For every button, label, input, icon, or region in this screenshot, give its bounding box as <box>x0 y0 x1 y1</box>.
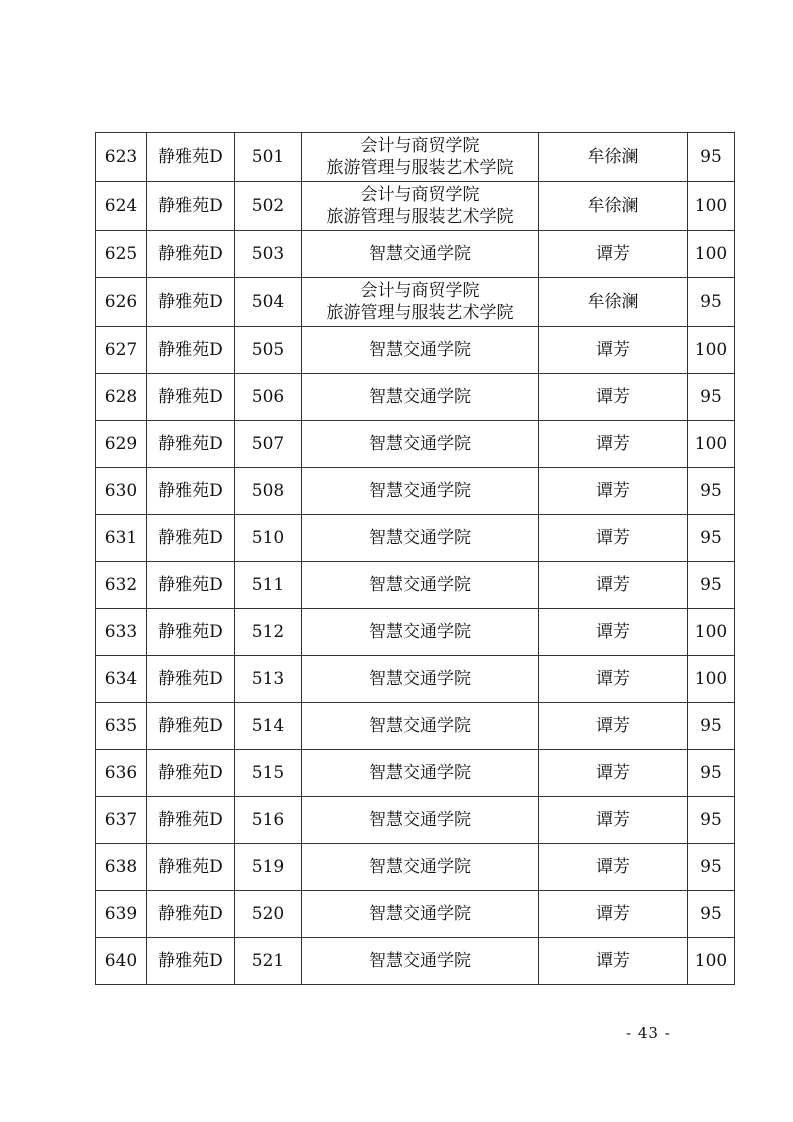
college-line: 智慧交通学院 <box>369 481 471 501</box>
college-cell <box>302 468 539 515</box>
college-line: 智慧交通学院 <box>369 904 471 924</box>
score-cell: 95 <box>688 750 735 797</box>
person-cell: 谭芳 <box>539 844 688 891</box>
person-cell: 谭芳 <box>539 327 688 374</box>
table-row <box>96 278 735 327</box>
room-cell: 504 <box>235 278 302 327</box>
row-number-cell: 638 <box>96 844 147 891</box>
score-cell: 100 <box>688 182 735 231</box>
score-cell: 95 <box>688 844 735 891</box>
person-cell: 谭芳 <box>539 231 688 278</box>
score-cell: 100 <box>688 421 735 468</box>
college-line: 旅游管理与服装艺术学院 <box>326 158 514 178</box>
row-number-cell: 629 <box>96 421 147 468</box>
score-cell: 95 <box>688 562 735 609</box>
row-number-cell: 628 <box>96 374 147 421</box>
room-cell: 513 <box>235 656 302 703</box>
building-cell: 静雅苑D <box>147 656 235 703</box>
college-line: 智慧交通学院 <box>369 575 471 595</box>
college-cell <box>302 278 539 327</box>
college-line: 智慧交通学院 <box>369 951 471 971</box>
score-cell: 95 <box>688 278 735 327</box>
score-cell: 95 <box>688 515 735 562</box>
score-cell: 100 <box>688 656 735 703</box>
table-row <box>96 374 735 421</box>
college-line: 智慧交通学院 <box>369 857 471 877</box>
room-cell: 516 <box>235 797 302 844</box>
building-cell: 静雅苑D <box>147 844 235 891</box>
college-cell <box>302 750 539 797</box>
table-body <box>96 133 735 985</box>
row-number-cell: 631 <box>96 515 147 562</box>
person-cell: 牟徐澜 <box>539 133 688 182</box>
person-cell: 谭芳 <box>539 938 688 985</box>
room-cell: 512 <box>235 609 302 656</box>
score-cell: 95 <box>688 374 735 421</box>
table-row <box>96 938 735 985</box>
row-number-cell: 635 <box>96 703 147 750</box>
room-cell: 520 <box>235 891 302 938</box>
table-row <box>96 797 735 844</box>
row-number-cell: 634 <box>96 656 147 703</box>
college-cell <box>302 891 539 938</box>
score-cell: 95 <box>688 468 735 515</box>
row-number-cell: 627 <box>96 327 147 374</box>
building-cell: 静雅苑D <box>147 231 235 278</box>
table-row <box>96 421 735 468</box>
building-cell: 静雅苑D <box>147 468 235 515</box>
room-cell: 503 <box>235 231 302 278</box>
college-cell <box>302 133 539 182</box>
building-cell: 静雅苑D <box>147 327 235 374</box>
college-cell <box>302 844 539 891</box>
room-cell: 514 <box>235 703 302 750</box>
score-cell: 100 <box>688 609 735 656</box>
college-line: 旅游管理与服装艺术学院 <box>326 303 514 323</box>
college-cell <box>302 421 539 468</box>
score-cell: 100 <box>688 231 735 278</box>
table-row <box>96 891 735 938</box>
dormitory-score-table <box>95 132 735 985</box>
building-cell: 静雅苑D <box>147 797 235 844</box>
person-cell: 谭芳 <box>539 374 688 421</box>
person-cell: 谭芳 <box>539 515 688 562</box>
building-cell: 静雅苑D <box>147 182 235 231</box>
table-row <box>96 468 735 515</box>
person-cell: 谭芳 <box>539 703 688 750</box>
table-row <box>96 656 735 703</box>
table-row <box>96 133 735 182</box>
table-row <box>96 750 735 797</box>
room-cell: 506 <box>235 374 302 421</box>
college-cell <box>302 609 539 656</box>
college-cell <box>302 703 539 750</box>
person-cell: 谭芳 <box>539 656 688 703</box>
score-cell: 95 <box>688 797 735 844</box>
college-line: 智慧交通学院 <box>369 387 471 407</box>
person-cell: 牟徐澜 <box>539 278 688 327</box>
college-line: 会计与商贸学院 <box>360 185 480 205</box>
table-row <box>96 562 735 609</box>
college-line: 智慧交通学院 <box>369 810 471 830</box>
row-number-cell: 636 <box>96 750 147 797</box>
person-cell: 谭芳 <box>539 797 688 844</box>
row-number-cell: 639 <box>96 891 147 938</box>
college-cell <box>302 182 539 231</box>
college-cell <box>302 327 539 374</box>
person-cell: 谭芳 <box>539 750 688 797</box>
row-number-cell: 633 <box>96 609 147 656</box>
room-cell: 521 <box>235 938 302 985</box>
row-number-cell: 640 <box>96 938 147 985</box>
college-line: 智慧交通学院 <box>369 716 471 736</box>
college-line: 智慧交通学院 <box>369 622 471 642</box>
college-cell <box>302 656 539 703</box>
row-number-cell: 626 <box>96 278 147 327</box>
table-row <box>96 327 735 374</box>
person-cell: 谭芳 <box>539 468 688 515</box>
building-cell: 静雅苑D <box>147 938 235 985</box>
table-row <box>96 231 735 278</box>
college-line: 智慧交通学院 <box>369 669 471 689</box>
college-line: 会计与商贸学院 <box>360 136 480 156</box>
college-cell <box>302 374 539 421</box>
table-row <box>96 844 735 891</box>
row-number-cell: 625 <box>96 231 147 278</box>
college-cell <box>302 562 539 609</box>
college-cell <box>302 797 539 844</box>
college-line: 智慧交通学院 <box>369 763 471 783</box>
table-row <box>96 515 735 562</box>
room-cell: 508 <box>235 468 302 515</box>
college-line: 智慧交通学院 <box>369 340 471 360</box>
page-number: - 43 - <box>626 1024 671 1042</box>
building-cell: 静雅苑D <box>147 609 235 656</box>
college-cell <box>302 938 539 985</box>
college-line: 会计与商贸学院 <box>360 281 480 301</box>
row-number-cell: 632 <box>96 562 147 609</box>
person-cell: 谭芳 <box>539 891 688 938</box>
building-cell: 静雅苑D <box>147 891 235 938</box>
room-cell: 515 <box>235 750 302 797</box>
college-line: 智慧交通学院 <box>369 528 471 548</box>
building-cell: 静雅苑D <box>147 750 235 797</box>
building-cell: 静雅苑D <box>147 278 235 327</box>
table-row <box>96 182 735 231</box>
room-cell: 510 <box>235 515 302 562</box>
row-number-cell: 624 <box>96 182 147 231</box>
row-number-cell: 623 <box>96 133 147 182</box>
score-cell: 95 <box>688 133 735 182</box>
table-row <box>96 609 735 656</box>
score-cell: 95 <box>688 703 735 750</box>
score-cell: 100 <box>688 327 735 374</box>
room-cell: 502 <box>235 182 302 231</box>
row-number-cell: 630 <box>96 468 147 515</box>
building-cell: 静雅苑D <box>147 562 235 609</box>
building-cell: 静雅苑D <box>147 421 235 468</box>
building-cell: 静雅苑D <box>147 374 235 421</box>
score-cell: 95 <box>688 891 735 938</box>
building-cell: 静雅苑D <box>147 703 235 750</box>
room-cell: 519 <box>235 844 302 891</box>
person-cell: 牟徐澜 <box>539 182 688 231</box>
college-line: 智慧交通学院 <box>369 244 471 264</box>
person-cell: 谭芳 <box>539 609 688 656</box>
room-cell: 511 <box>235 562 302 609</box>
room-cell: 505 <box>235 327 302 374</box>
person-cell: 谭芳 <box>539 562 688 609</box>
room-cell: 501 <box>235 133 302 182</box>
college-cell <box>302 231 539 278</box>
college-cell <box>302 515 539 562</box>
table-row <box>96 703 735 750</box>
college-line: 旅游管理与服装艺术学院 <box>326 207 514 227</box>
building-cell: 静雅苑D <box>147 515 235 562</box>
row-number-cell: 637 <box>96 797 147 844</box>
score-cell: 100 <box>688 938 735 985</box>
college-line: 智慧交通学院 <box>369 434 471 454</box>
person-cell: 谭芳 <box>539 421 688 468</box>
building-cell: 静雅苑D <box>147 133 235 182</box>
room-cell: 507 <box>235 421 302 468</box>
